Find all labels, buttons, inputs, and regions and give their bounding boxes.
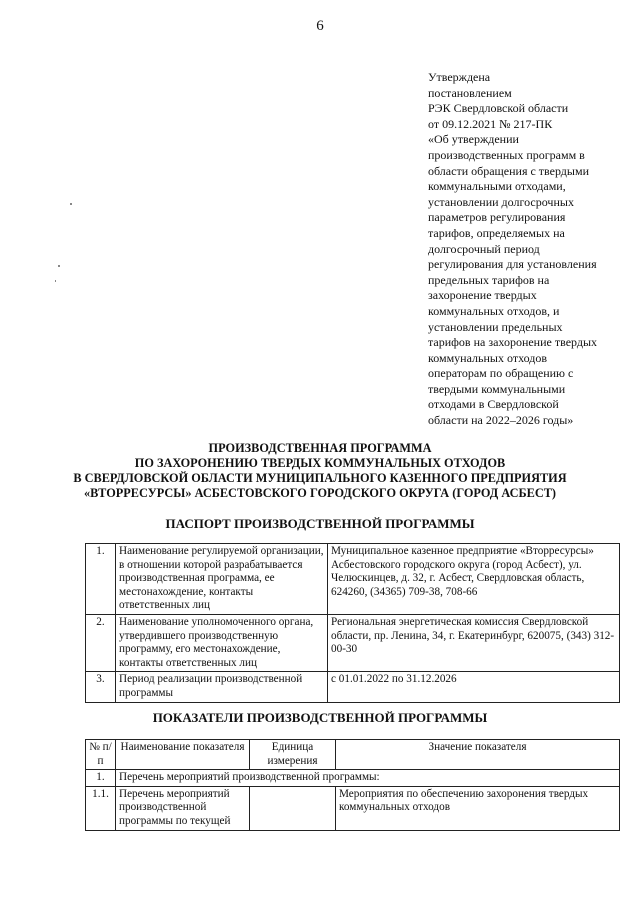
approval-line: производственных программ в <box>428 147 585 162</box>
program-title-line: ПРОИЗВОДСТВЕННАЯ ПРОГРАММА <box>208 441 432 455</box>
approval-line: коммунальными отходами, <box>428 179 566 194</box>
passport-heading: ПАСПОРТ ПРОИЗВОДСТВЕННОЙ ПРОГРАММЫ <box>165 516 475 531</box>
approval-line: тарифов на захоронение твердых <box>428 335 598 350</box>
approval-line: захоронение твердых <box>428 288 537 303</box>
indicators-table <box>85 739 620 831</box>
approval-line: установлении долгосрочных <box>428 194 574 209</box>
row-number: 1.1. <box>86 786 116 830</box>
approval-block <box>428 70 628 429</box>
indicators-heading: ПОКАЗАТЕЛИ ПРОИЗВОДСТВЕННОЙ ПРОГРАММЫ <box>152 710 488 725</box>
approval-line: РЭК Свердловской области <box>428 101 569 116</box>
scan-speck <box>55 280 56 282</box>
header-name: Наименование показателя <box>116 740 250 770</box>
approval-line: долгосрочный период <box>428 241 540 256</box>
scan-speck <box>70 203 72 205</box>
approval-line: коммунальных отходов, и <box>428 303 560 318</box>
approval-line: твердыми коммунальными <box>428 381 566 396</box>
table-row <box>86 672 620 702</box>
passport-table <box>85 543 620 703</box>
page-number: 6 <box>316 18 324 34</box>
table-row <box>86 786 620 830</box>
program-title <box>0 441 640 501</box>
approval-line: от 09.12.2021 № 217-ПК <box>428 116 553 131</box>
approval-line: установлении предельных <box>428 319 563 334</box>
header-unit: Единица измерения <box>250 740 336 770</box>
scan-speck <box>58 265 60 267</box>
table-row <box>86 614 620 671</box>
row-number: 1. <box>86 544 116 615</box>
approval-line: параметров регулирования <box>428 210 566 225</box>
row-number: 2. <box>86 614 116 671</box>
approval-line: постановлением <box>428 85 512 100</box>
approval-line: коммунальных отходов <box>428 350 548 365</box>
row-number: 3. <box>86 672 116 702</box>
approval-line: области обращения с твердыми <box>428 163 589 178</box>
row-value: Муниципальное казенное предприятие «Вторресурсы» Асбестовского городского округа (город Асбест), ул. Челюскинцев, д. 32, г. Асбест, Свердловская область, 624260, (34365) 709-38, 708-66 <box>328 544 620 615</box>
table-row <box>86 770 620 787</box>
approval-line: области на 2022–2026 годы» <box>428 413 574 428</box>
approval-line: предельных тарифов на <box>428 272 550 287</box>
row-label: Наименование регулируемой организации, в отношении которой разрабатывается производственная программа, ее местонахождение, контакты ответственных лиц <box>116 544 328 615</box>
approval-line: операторам по обращению с <box>428 366 574 381</box>
row-unit <box>250 786 336 830</box>
row-number: 1. <box>86 770 116 787</box>
approval-line: «Об утверждении <box>428 132 519 147</box>
program-title-line: В СВЕРДЛОВСКОЙ ОБЛАСТИ МУНИЦИПАЛЬНОГО КАЗЕННОГО ПРЕДПРИЯТИЯ <box>73 471 567 485</box>
header-num: № п/п <box>86 740 116 770</box>
approval-line: регулирования для установления <box>428 257 597 272</box>
approval-line: Утверждена <box>428 70 491 84</box>
row-value: Региональная энергетическая комиссия Свердловской области, пр. Ленина, 34, г. Екатеринбург, 620075, (343) 312-00-30 <box>328 614 620 671</box>
row-value: с 01.01.2022 по 31.12.2026 <box>328 672 620 702</box>
row-name: Перечень мероприятий производственной программы по текущей <box>116 786 250 830</box>
header-value: Значение показателя <box>336 740 620 770</box>
program-title-line: ПО ЗАХОРОНЕНИЮ ТВЕРДЫХ КОММУНАЛЬНЫХ ОТХОДОВ <box>134 456 506 470</box>
table-header-row <box>86 740 620 770</box>
approval-line: тарифов, определяемых на <box>428 225 565 240</box>
section-text: Перечень мероприятий производственной программы: <box>116 770 620 787</box>
table-row <box>86 544 620 615</box>
row-label: Период реализации производственной программы <box>116 672 328 702</box>
approval-line: отходами в Свердловской <box>428 397 559 412</box>
program-title-line: «ВТОРРЕСУРСЫ» АСБЕСТОВСКОГО ГОРОДСКОГО ОКРУГА (ГОРОД АСБЕСТ) <box>83 486 557 500</box>
row-value: Мероприятия по обеспечению захоронения твердых коммунальных отходов <box>336 786 620 830</box>
row-label: Наименование уполномоченного органа, утвердившего производственную программу, его местонахождение, контакты ответственных лиц <box>116 614 328 671</box>
